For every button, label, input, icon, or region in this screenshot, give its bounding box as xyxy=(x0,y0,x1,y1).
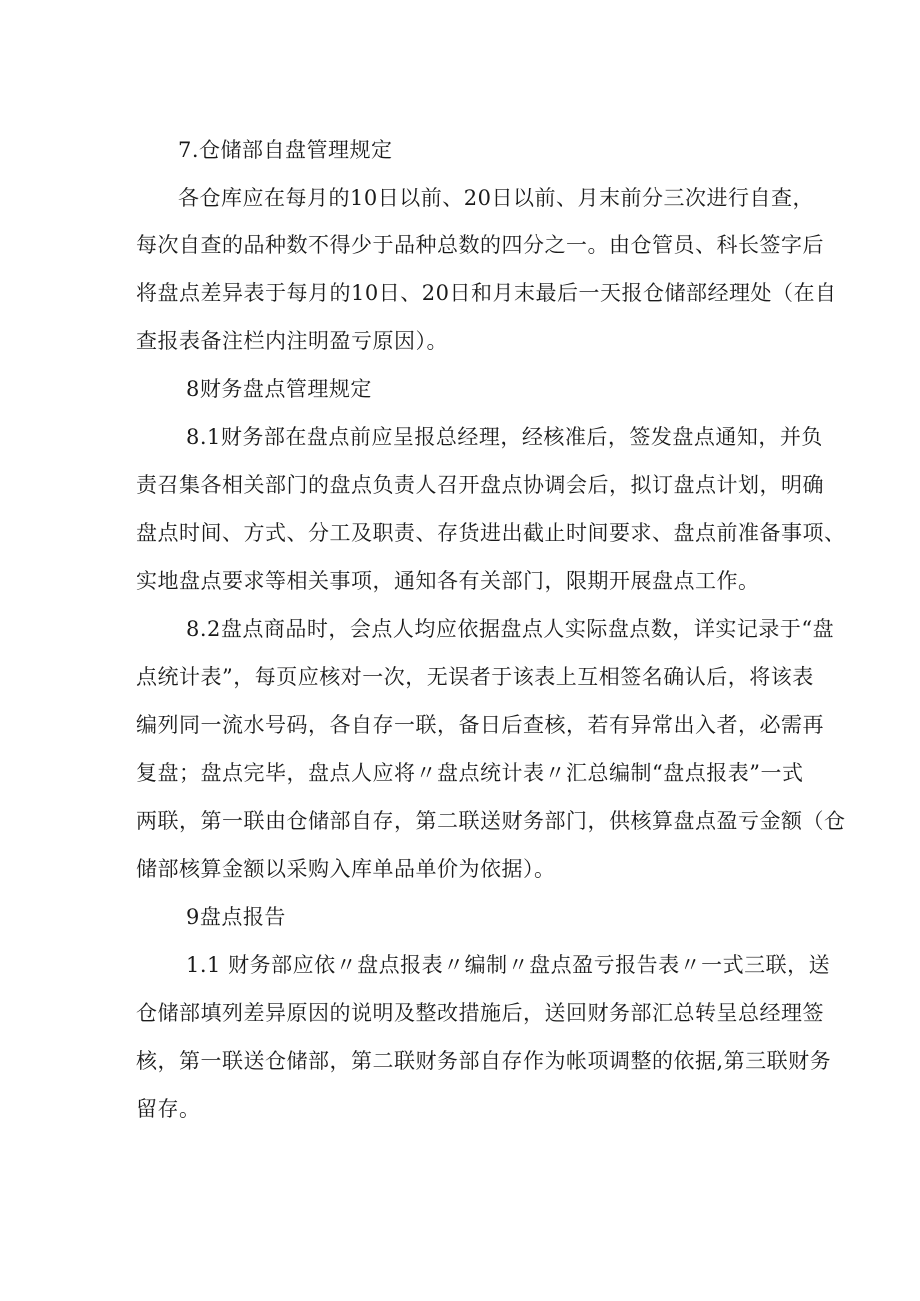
paragraph-9-1-line-4: 留存。 xyxy=(136,1097,201,1121)
paragraph-8-1-line-2: 责召集各相关部门的盘点负责人召开盘点协调会后，拟订盘点计划，明确 xyxy=(136,473,824,497)
section-heading-8: 8财务盘点管理规定 xyxy=(186,377,372,401)
paragraph-7-line-3: 将盘点差异表于每月的10日、20日和月末最后一天报仓储部经理处（在自 xyxy=(136,281,837,305)
paragraph-7-line-2: 每次自查的品种数不得少于品种总数的四分之一。由仓管员、科长签字后 xyxy=(136,233,824,257)
paragraph-9-1-line-3: 核，第一联送仓储部，第二联财务部自存作为帐项调整的依据,第三联财务 xyxy=(136,1049,832,1073)
paragraph-8-2-line-2: 点统计表”，每页应核对一次，无误者于该表上互相签名确认后，将该表 xyxy=(136,665,814,689)
section-heading-9: 9盘点报告 xyxy=(186,905,286,929)
paragraph-8-2-line-1: 8.2盘点商品时，会点人均应依据盘点人实际盘点数，详实记录于“盘 xyxy=(186,617,835,641)
paragraph-8-1-line-3: 盘点时间、方式、分工及职责、存货进出截止时间要求、盘点前准备事项、 xyxy=(136,521,846,545)
paragraph-7-line-4: 查报表备注栏内注明盈亏原因）。 xyxy=(136,329,448,353)
paragraph-8-2-line-3: 编列同一流水号码，各自存一联，备日后查核，若有异常出入者，必需再 xyxy=(136,713,824,737)
paragraph-8-2-line-5: 两联，第一联由仓储部自存，第二联送财务部门，供核算盘点盈亏金额（仓 xyxy=(136,809,846,833)
paragraph-8-2-line-4: 复盘；盘点完毕，盘点人应将〃盘点统计表〃汇总编制“盘点报表”一式 xyxy=(136,761,804,785)
paragraph-8-1-line-4: 实地盘点要求等相关事项，通知各有关部门，限期开展盘点工作。 xyxy=(136,569,760,593)
paragraph-7-line-1: 各仓库应在每月的10日以前、20日以前、月末前分三次进行自查， xyxy=(178,186,814,210)
paragraph-9-1-line-1: 1.1 财务部应依〃盘点报表〃编制〃盘点盈亏报告表〃一式三联，送 xyxy=(186,953,831,977)
paragraph-8-2-line-6: 储部核算金额以采购入库单品单价为依据）。 xyxy=(136,857,556,881)
section-heading-7: 7.仓储部自盘管理规定 xyxy=(178,138,393,162)
paragraph-9-1-line-2: 仓储部填列差异原因的说明及整改措施后，送回财务部汇总转呈总经理签 xyxy=(136,1001,824,1025)
paragraph-8-1-line-1: 8.1财务部在盘点前应呈报总经理，经核准后，签发盘点通知，并负 xyxy=(186,425,823,449)
